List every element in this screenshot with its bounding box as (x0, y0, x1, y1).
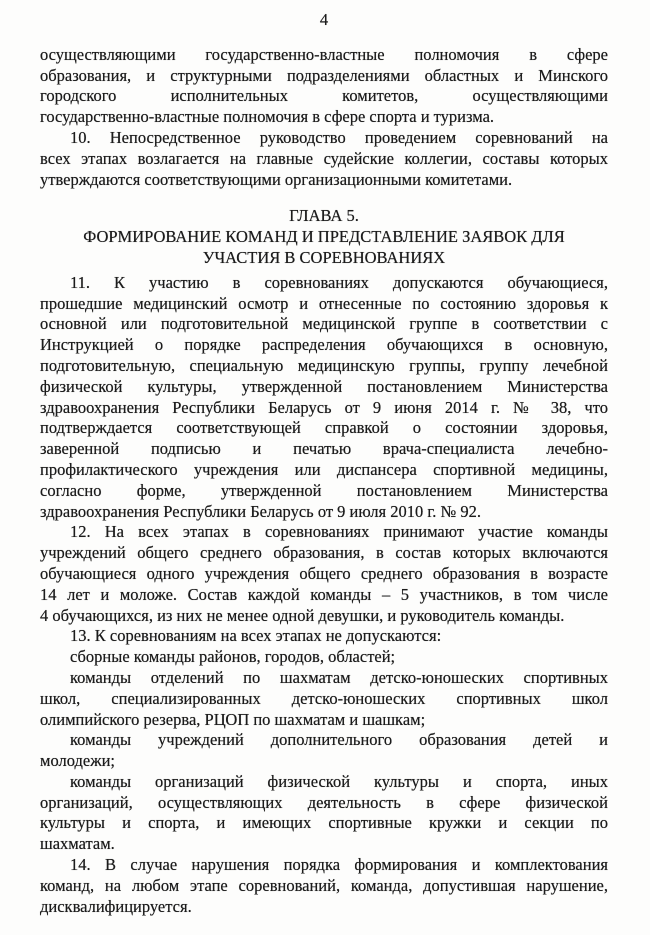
text-line: олимпийского резерва, РЦОП по шахматам и шашкам; (40, 709, 426, 729)
text-line: заверенной подписью и печатью врача-специалиста лечебно- (40, 439, 608, 459)
text-line: Инструкцией о порядке распределения обучающихся в основную, (40, 335, 608, 355)
text-line: команд, на любом этапе соревнований, команда, допустившая нарушение, (40, 875, 608, 895)
text-line: физической культуры, утвержденной постановлением Министерства (40, 376, 608, 396)
text-line: обучающиеся одного учреждения общего среднего образования в возрасте (40, 563, 608, 583)
text-line: осуществляющими государственно-властные полномочия в сфере (40, 44, 608, 64)
heading-line: ФОРМИРОВАНИЕ КОМАНД И ПРЕДСТАВЛЕНИЕ ЗАЯВОК ДЛЯ (83, 227, 565, 247)
text-line: 14 лет и моложе. Состав каждой команды – 5 участников, в том числе (40, 584, 608, 604)
text-line: молодежи; (40, 751, 116, 771)
text-line: 13. К соревнованиям на всех этапах не допускаются: (70, 626, 442, 646)
page-number: 4 (319, 10, 329, 29)
paragraph (40, 855, 608, 917)
text-line: здравоохранения Республики Беларусь от 9 июня 2014 г. № 38, что (40, 397, 608, 417)
text-line: основной или подготовительной медицинской группе в соответствии с (40, 314, 608, 334)
text-line: 10. Непосредственное руководство проведением соревнований на (70, 127, 608, 147)
heading-line: УЧАСТИЯ В СОРЕВНОВАНИЯХ (202, 247, 446, 267)
paragraph (40, 45, 608, 128)
paragraph (40, 647, 608, 668)
text-line: 12. На всех этапах в соревнованиях принимают участие команды (70, 522, 608, 542)
paragraph (40, 772, 608, 855)
text-line: профилактического учреждения или диспансера спортивной медицины, (40, 459, 608, 479)
text-line: утверждаются соответствующими организационными комитетами. (40, 169, 513, 189)
text-line: шахматам. (40, 834, 115, 854)
text-line: школ, специализированных детско-юношеских спортивных школ (40, 688, 608, 708)
paragraph (40, 668, 608, 730)
text-line: государственно-властные полномочия в сфере спорта и туризма. (40, 107, 495, 127)
paragraph (40, 273, 608, 523)
document-body (40, 45, 608, 918)
text-line: организаций, осуществляющих деятельность в сфере физической (40, 792, 608, 812)
text-line: дисквалифицируется. (40, 896, 192, 916)
text-line: сборные команды районов, городов, областей; (70, 647, 396, 667)
text-line: 4 обучающихся, из них не менее одной девушки, и руководитель команды. (40, 605, 565, 625)
text-line: культуры и спорта, и имеющих спортивные кружки и секции по (40, 813, 608, 833)
text-line: 14. В случае нарушения порядка формирования и комплектования (70, 855, 608, 875)
text-line: команды учреждений дополнительного образования детей и (70, 730, 608, 750)
text-line: всех этапах возлагается на главные судейские коллегии, составы которых (40, 148, 608, 168)
text-line: образования, и структурными подразделениями областных и Минского (40, 65, 608, 85)
text-line: учреждений общего среднего образования, в состав которых включаются (40, 543, 608, 563)
paragraph (40, 626, 608, 647)
paragraph (40, 128, 608, 190)
text-line: подтверждается соответствующей справкой о состоянии здоровья, (40, 418, 608, 438)
text-line: команды организаций физической культуры и спорта, иных (70, 771, 608, 791)
text-line: команды отделений по шахматам детско-юношеских спортивных (70, 667, 608, 687)
paragraph (40, 522, 608, 626)
text-line: прошедшие медицинский осмотр и отнесенные по состоянию здоровья к (40, 293, 608, 313)
heading-line: ГЛАВА 5. (289, 206, 359, 226)
text-line: подготовительную, специальную медицинскую группы, группу лечебной (40, 355, 608, 375)
text-line: согласно форме, утвержденной постановлением Министерства (40, 480, 608, 500)
text-line: здравоохранения Республики Беларусь от 9 июля 2010 г. № 92. (40, 501, 482, 521)
paragraph (40, 730, 608, 772)
text-line: городского исполнительных комитетов, осуществляющими (40, 86, 608, 106)
text-line: 11. К участию в соревнованиях допускаются обучающиеся, (70, 272, 608, 292)
chapter-heading (40, 206, 608, 268)
